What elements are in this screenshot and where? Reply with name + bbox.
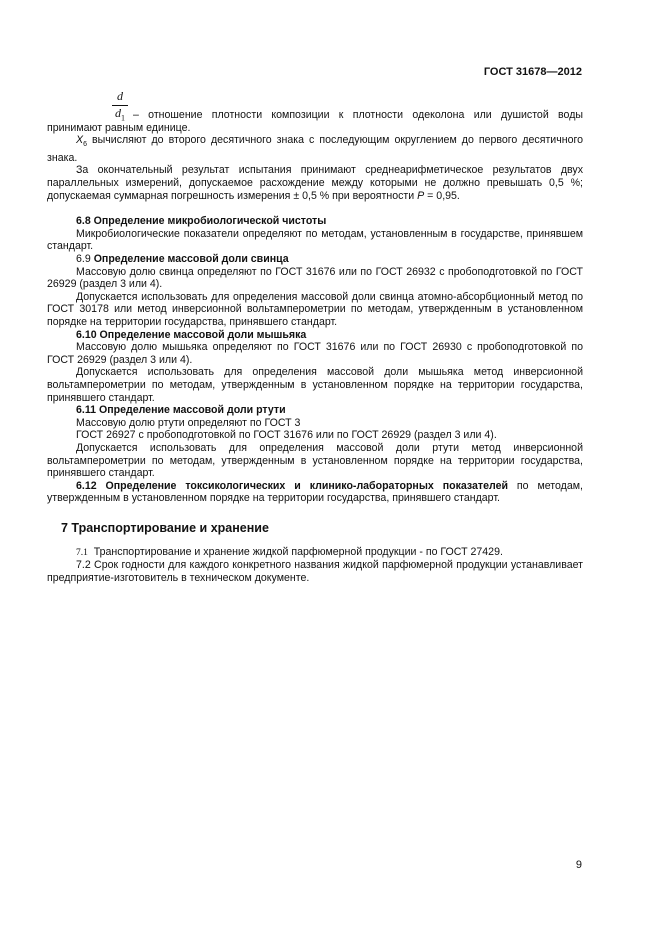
section-7-heading: 7 Транспортирование и хранение: [61, 520, 269, 535]
section-6-8-text: Микробиологические показатели определяют по методам, установленным в государстве, принявшем стандарт.: [47, 227, 583, 253]
section-6-9-heading: 6.9 Определение массовой доли свинца: [76, 253, 289, 266]
section-6-9-text-1: Массовую долю свинца определяют по ГОСТ 31676 или по ГОСТ 26932 с пробоподготовкой по ГОСТ 26929 (раздел 3 или 4).: [47, 265, 583, 291]
section-7-2: 7.2 Срок годности для каждого конкретного названия жидкой парфюмерной продукции устанавливает предприятие-изготовитель в техническом документе.: [47, 559, 583, 584]
section-6-12: 6.12 Определение токсикологических и клинико-лабораторных показателей по методам, утвержденным в установленном порядке на территории государства, принявшего стандарт.: [47, 479, 583, 505]
section-6-10-text-2: Допускается использовать для определения массовой доли мышьяка метод инверсионной вольтамперометрии по методам, утвержденным в установленном порядке на территории государства, принявшего стандарт.: [47, 366, 583, 404]
formula-numerator: d: [112, 89, 128, 106]
paragraph-final-result: За окончательный результат испытания принимают среднеарифметическое результатов двух параллельных измерений, допускаемое расхождение между которыми не должно превышать 0,5 %; допускаемая суммарная погрешность измерения ± 0,5 % при вероятности P = 0,95.: [47, 164, 583, 202]
section-6-10-text-1: Массовую долю мышьяка определяют по ГОСТ 31676 или по ГОСТ 26930 с пробоподготовкой по ГОСТ 26929 (раздел 3 или 4).: [47, 341, 583, 366]
section-7-1: 7.1 Транспортирование и хранение жидкой парфюмерной продукции - по ГОСТ 27429.: [76, 545, 503, 558]
section-6-11-text-3: Допускается использовать для определения массовой доли ртути метод инверсионной вольтамперометрии по методам, утвержденным в установленном порядке на территории государства, принявшего стандарт.: [47, 441, 583, 480]
page-number: 9: [575, 859, 582, 871]
document-code: ГОСТ 31678—2012: [483, 66, 582, 78]
section-6-11-heading: 6.11 Определение массовой доли ртути: [76, 404, 286, 417]
paragraph-x6: $X_6$ вычисляют до второго десятичного знака с последующим округлением до первого десятичного знака.: [47, 134, 583, 164]
section-6-10-heading: 6.10 Определение массовой доли мышьяка: [76, 328, 307, 341]
section-6-11-text-1: Массовую долю ртути определяют по ГОСТ 3: [76, 416, 301, 429]
formula-denominator: $d_1$: [115, 106, 125, 123]
paragraph-ratio: – отношение плотности композиции к плотности одеколона или душистой воды принимают равным единице.: [47, 109, 583, 134]
section-6-9-text-2: Допускается использовать для определения массовой доли свинца атомно-абсорбционный метод по ГОСТ 30178 или метод инверсионной вольтамперометрии по методам, утвержденным в установленном порядке на территории государства, принявшего стандарт.: [47, 290, 583, 329]
section-6-11-text-2: ГОСТ 26927 с пробоподготовкой по ГОСТ 31676 или по ГОСТ 26929 (раздел 3 или 4).: [76, 429, 497, 442]
section-6-8-heading: 6.8 Определение микробиологической чистоты: [76, 215, 327, 228]
document-body: [47, 109, 583, 584]
